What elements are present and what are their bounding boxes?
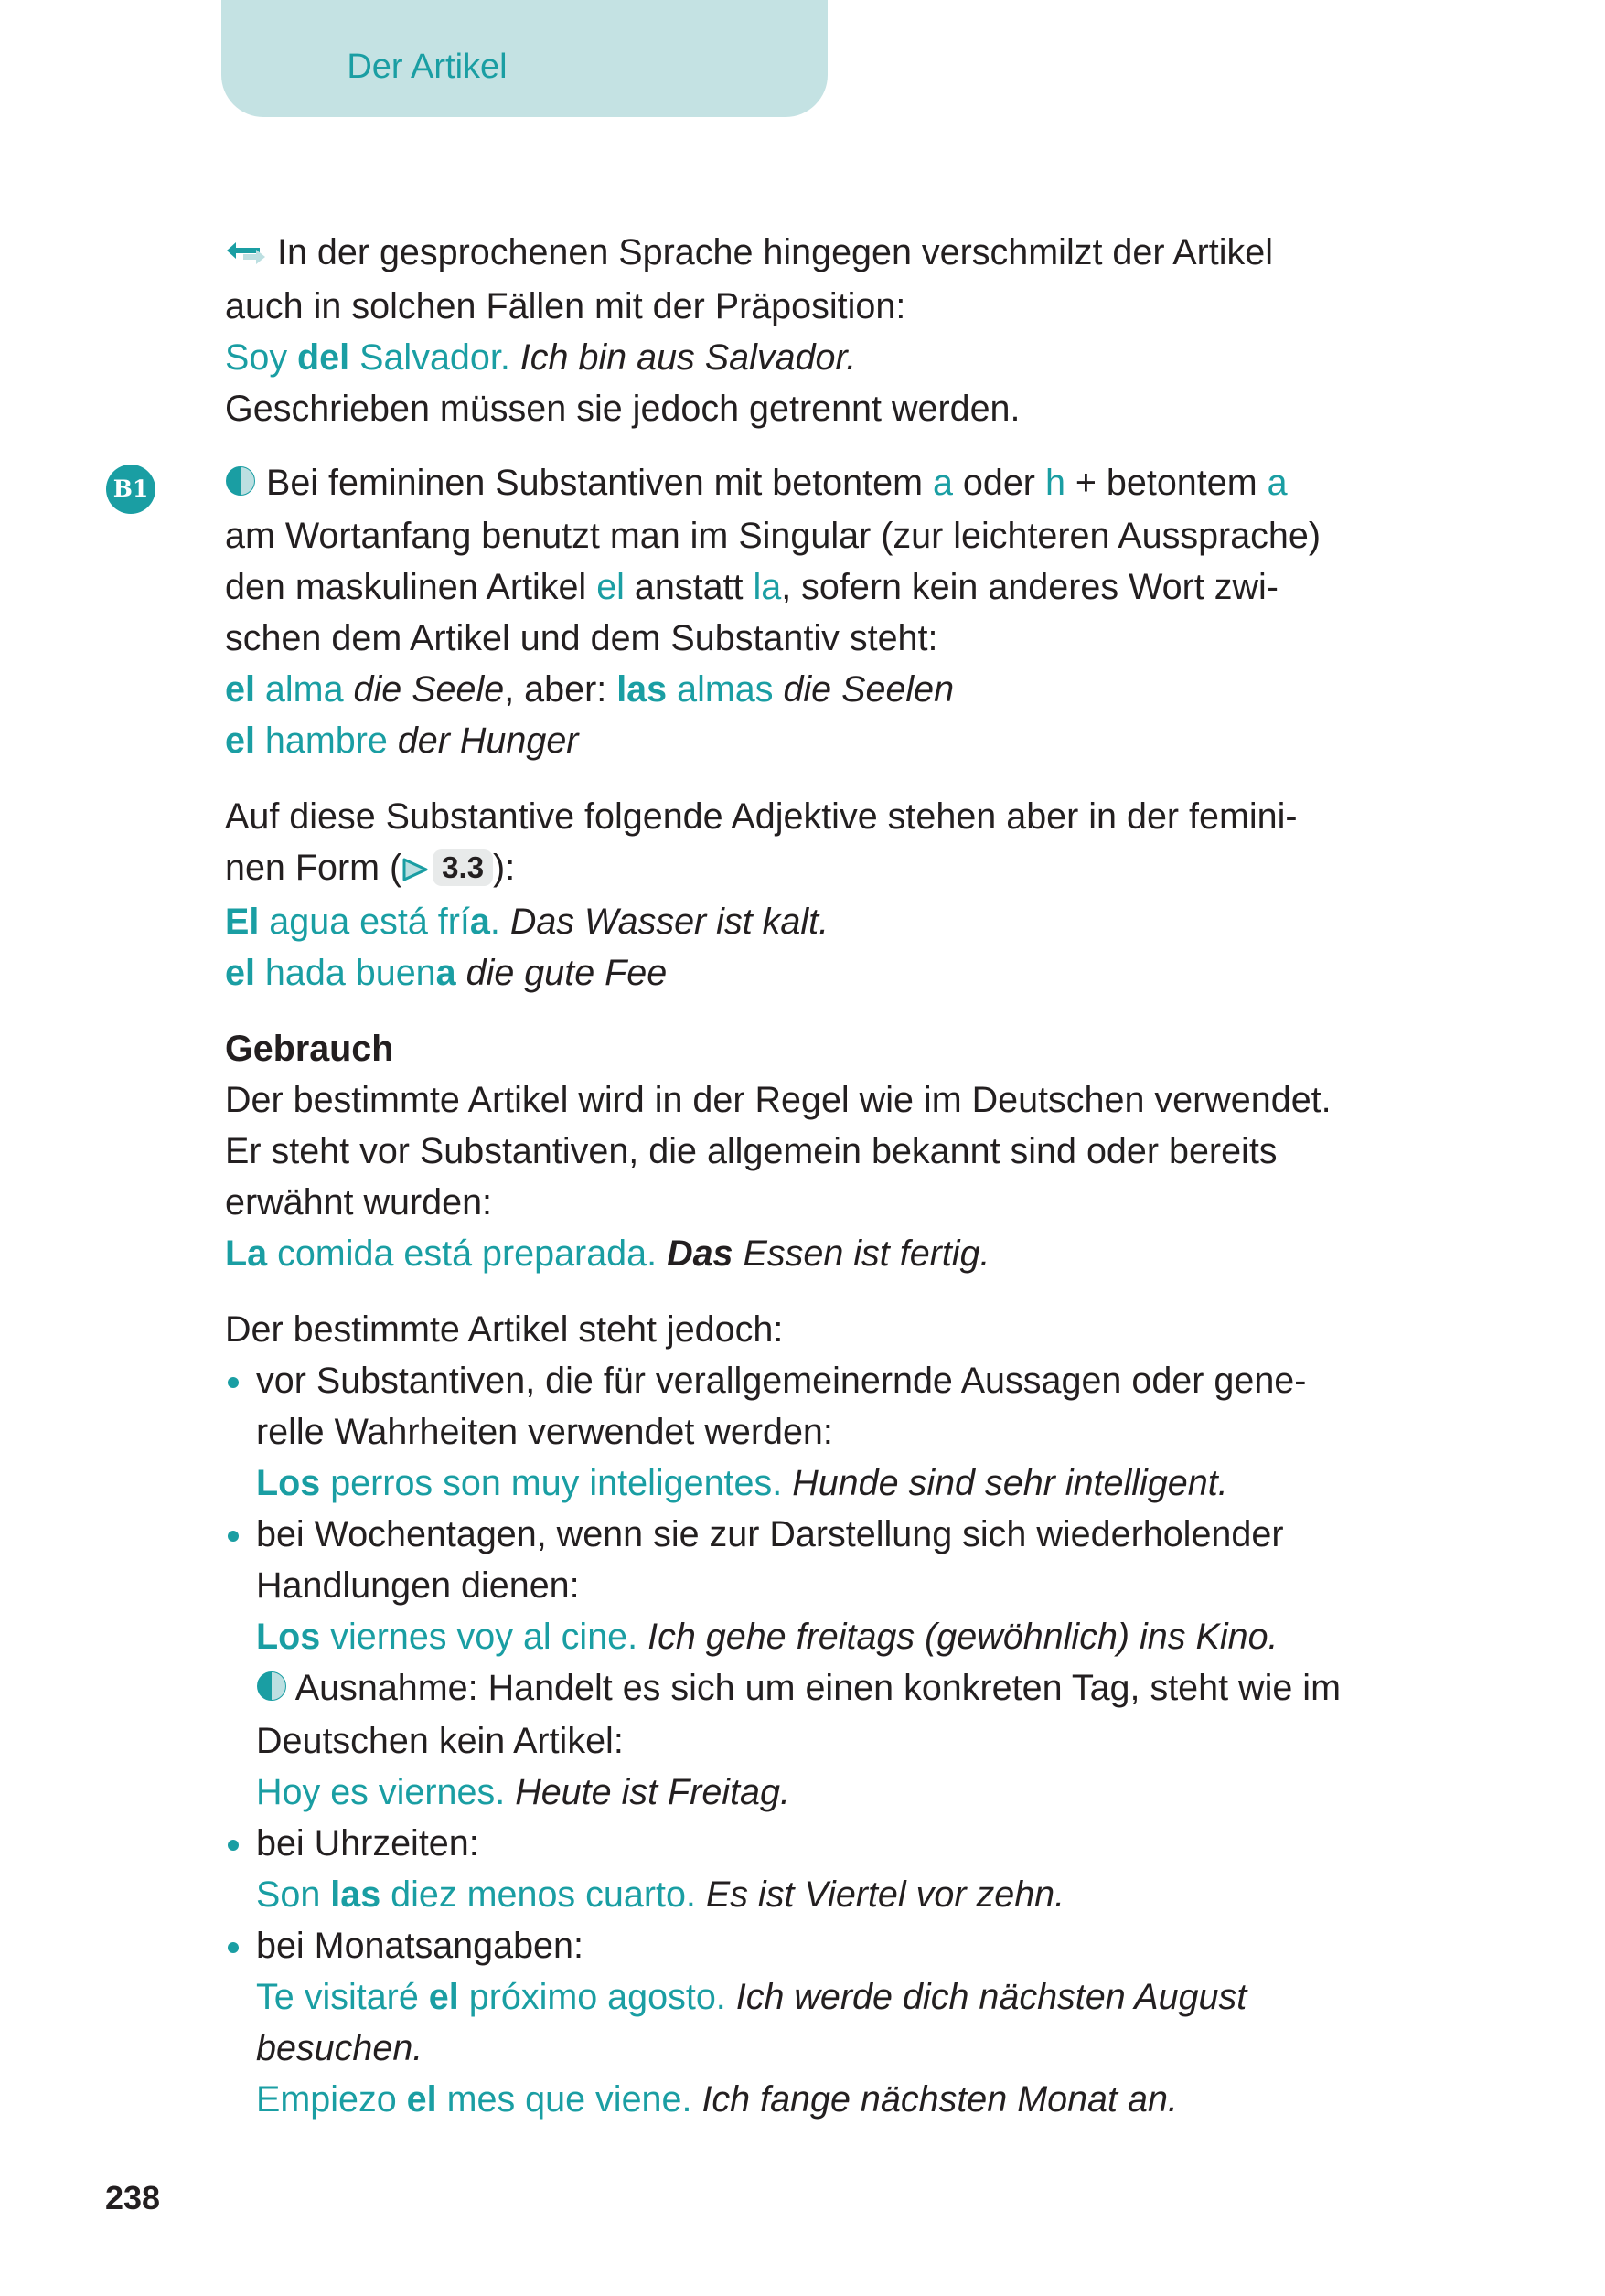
text-line: Deutschen kein Artikel: — [256, 1721, 624, 1762]
text-line: schen dem Artikel und dem Substantiv steht: — [225, 618, 938, 659]
example-line: Hoy es viernes. Heute ist Freitag. — [256, 1772, 790, 1813]
text-line: am Wortanfang benutzt man im Singular (zur leichteren Aussprache) — [225, 516, 1321, 557]
text-line: Er steht vor Substantiven, die allgemein bekannt sind oder bereits — [225, 1130, 1278, 1171]
text-line: Der bestimmte Artikel steht jedoch: — [225, 1308, 784, 1350]
text-line: Bei femininen Substantiven mit betontem a oder h + betontem a — [225, 457, 1469, 511]
half-circle-icon — [225, 459, 256, 510]
bidirectional-arrow-icon — [225, 230, 267, 281]
half-circle-icon — [256, 1664, 287, 1715]
text-line: auch in solchen Fällen mit der Präposition: — [225, 285, 906, 326]
example-line: Son las diez menos cuarto. Es ist Viertel vor zehn. — [256, 1874, 1065, 1916]
example-line: El agua está fría. Das Wasser ist kalt. — [225, 901, 829, 942]
example-line: el alma die Seele, aber: las almas die Seelen — [225, 669, 955, 710]
text-line: Ausnahme: Handelt es sich um einen konkreten Tag, steht wie im — [225, 1662, 1469, 1716]
example-line: el hambre der Hunger — [225, 721, 579, 762]
text-line: Handlungen dienen: — [256, 1564, 580, 1606]
page-content — [225, 227, 1469, 2125]
text-line: erwähnt wurden: — [225, 1181, 493, 1223]
example-line: Los viernes voy al cine. Ich gehe freitags (gewöhnlich) ins Kino. — [256, 1616, 1279, 1657]
level-badge: B1 — [106, 465, 155, 514]
list-item: vor Substantiven, die für verallgemeinernde Aussagen oder gene- — [225, 1355, 1469, 1406]
example-line: Los perros son muy inteligentes. Hunde sind sehr intelligent. — [256, 1462, 1228, 1503]
example-line: Soy del Salvador. Ich bin aus Salvador. — [225, 336, 857, 378]
example-line: La comida está preparada. Das Essen ist fertig. — [225, 1233, 990, 1274]
chapter-tab — [221, 0, 828, 117]
list-item: bei Wochentagen, wenn sie zur Darstellung sich wiederholender — [225, 1509, 1469, 1560]
text-line: Auf diese Substantive folgende Adjektive stehen aber in der femini- — [225, 796, 1298, 838]
list-item: bei Uhrzeiten: — [225, 1818, 1469, 1869]
section-heading: Gebrauch — [225, 1028, 394, 1069]
text-line: Geschrieben müssen sie jedoch getrennt werden. — [225, 388, 1021, 429]
text-line: Der bestimmte Artikel wird in der Regel wie im Deutschen verwendet. — [225, 1079, 1332, 1120]
list-item: bei Monatsangaben: — [225, 1920, 1469, 1971]
text-line: nen Form ( 3.3 ): — [225, 842, 1469, 896]
chapter-title: Der Artikel — [347, 48, 508, 86]
text-line: den maskulinen Artikel el anstatt la, sofern kein anderes Wort zwi- — [225, 567, 1279, 608]
example-line: el hada buena die gute Fee — [225, 952, 668, 993]
text-line: In der gesprochenen Sprache hingegen verschmilzt der Artikel — [225, 227, 1469, 281]
page-number: 238 — [105, 2179, 161, 2216]
example-line: besuchen. — [256, 2028, 423, 2069]
example-line: Te visitaré el próximo agosto. Ich werde dich nächsten August — [256, 1977, 1247, 2018]
example-line: Empiezo el mes que viene. Ich fange nächsten Monat an. — [256, 2079, 1178, 2120]
cross-reference-link[interactable]: 3.3 — [433, 849, 493, 886]
text-line: relle Wahrheiten verwendet werden: — [256, 1411, 833, 1452]
cross-reference-triangle-icon — [401, 845, 429, 896]
